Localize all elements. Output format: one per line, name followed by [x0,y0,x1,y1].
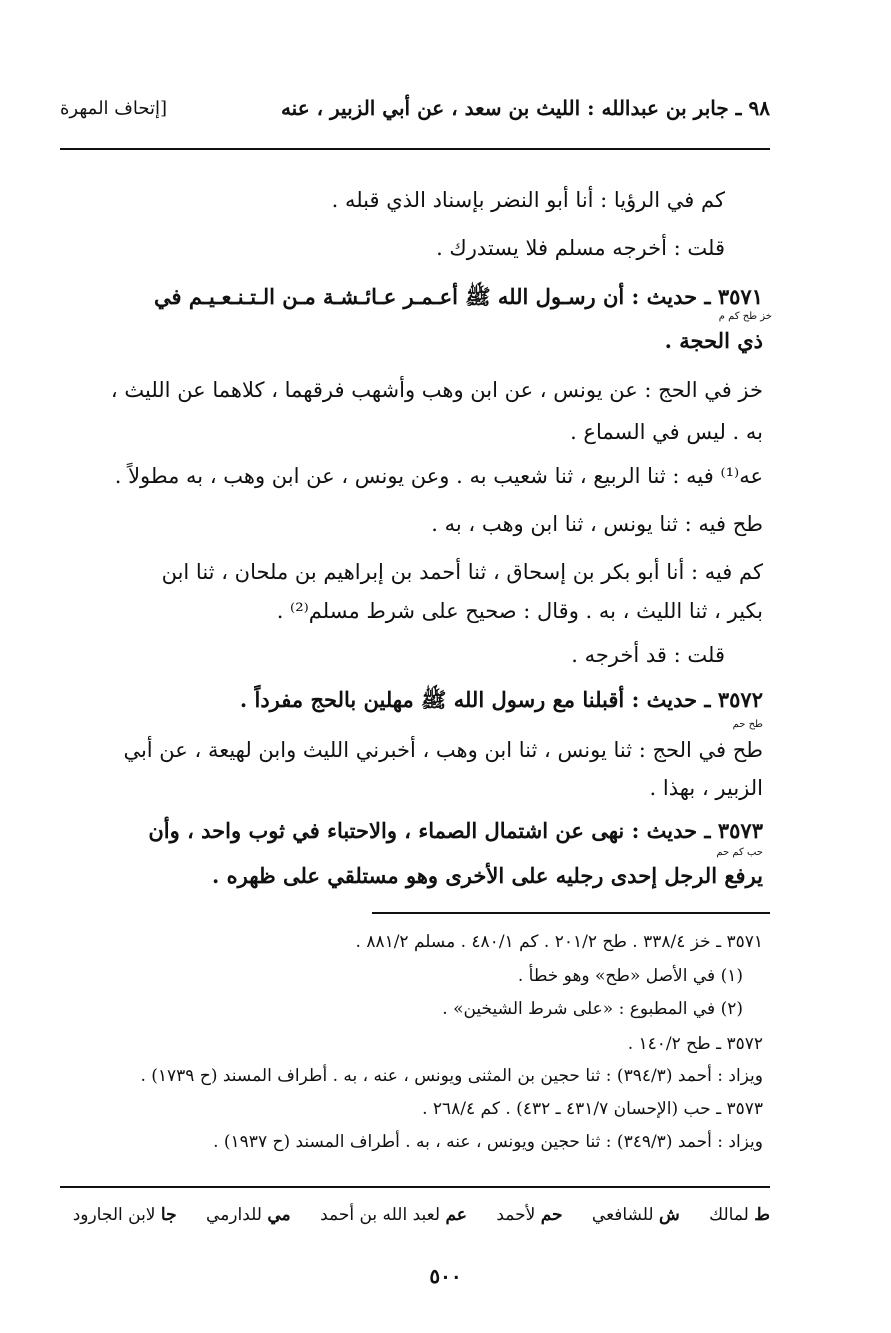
body-line: خز في الحج : عن يونس ، عن ابن وهب وأشهب فرقهما ، كلاهما عن الليث ، [110,378,763,402]
hadith-3571-sigla: خز طح كم م [718,311,772,322]
footnote-line: ٣٥٧٢ ـ طح ١٤٠/٢ . [627,1034,763,1054]
sigla-item: جا لابن الجارود [72,1205,177,1225]
sigla-item: ش للشافعي [591,1205,680,1225]
hadith-3572-sigla: طح حم [732,719,763,730]
header-title: ٩٨ ـ جابر بن عبدالله : الليث بن سعد ، عن أبي الزبير ، عنه [280,96,770,120]
body-line: عه⁽¹⁾ فيه : ثنا الربيع ، ثنا شعيب به . وعن يونس ، عن ابن وهب ، به مطولاً . [114,464,763,488]
footnote-rule [372,912,770,914]
hadith-3572-heading: ٣٥٧٢ ـ حديث : أقبلنا مع رسول الله ﷺ مهلين بالحج مفرداً . [239,687,763,712]
body-line: كم فيه : أنا أبو بكر بن إسحاق ، ثنا أحمد بن إبراهيم بن ملحان ، ثنا ابن [161,560,763,584]
hadith-3571-heading-cont: ذي الحجة . [664,328,763,353]
body-line: قلت : قد أخرجه . [571,643,725,667]
footnote-line: ويزاد : أحمد (٣٤٩/٣) : ثنا حجين ويونس ، عنه ، به . أطراف المسند (ح ١٩٣٧) . [213,1132,763,1152]
hadith-3573-heading-cont: يرفع الرجل إحدى رجليه على الأخرى وهو مستلقي على ظهره . [212,863,763,888]
body-line: بكير ، ثنا الليث ، به . وقال : صحيح على شرط مسلم⁽²⁾ . [276,599,763,623]
body-line: كم في الرؤيا : أنا أبو النضر بإسناد الذي قبله . [331,188,725,212]
body-line: به . ليس في السماع . [570,420,763,444]
sigla-item: ط لمالك [709,1205,770,1225]
header-book-title: [إتحاف المهرة [60,98,168,119]
sigla-rule [60,1186,770,1188]
running-header [60,96,770,136]
header-rule [60,148,770,150]
sigla-item: حم لأحمد [496,1205,563,1225]
footnote-line: ٣٥٧١ ـ خز ٣٣٨/٤ . طح ٢٠١/٢ . كم ٤٨٠/١ . مسلم ٨٨١/٢ . [355,932,763,952]
footnote-line: (٢) في المطبوع : «على شرط الشيخين» . [442,999,743,1019]
footnote-line: ٣٥٧٣ ـ حب (الإحسان ٤٣١/٧ ـ ٤٣٢) . كم ٢٦٨/٤ . [422,1099,763,1119]
body-line: قلت : أخرجه مسلم فلا يستدرك . [436,236,725,260]
sigla-item: مي للدارمي [206,1205,291,1225]
footnote-line: ويزاد : أحمد (٣٩٤/٣) : ثنا حجين بن المثنى ويونس ، عنه ، به . أطراف المسند (ح ١٧٣٩) . [140,1066,763,1086]
body-line: طح في الحج : ثنا يونس ، ثنا ابن وهب ، أخبرني الليث وابن لهيعة ، عن أبي [123,738,763,762]
hadith-3573-heading: ٣٥٧٣ ـ حديث : نهى عن اشتمال الصماء ، والاحتباء في ثوب واحد ، وأن [148,818,763,843]
hadith-3573-sigla: حب كم حم [716,847,763,858]
page-number: ٥٠٠ [429,1264,462,1288]
sigla-item: عم لعبد الله بن أحمد [320,1205,467,1225]
sigla-legend [49,1205,770,1225]
body-line: طح فيه : ثنا يونس ، ثنا ابن وهب ، به . [431,512,763,536]
hadith-3571-heading: ٣٥٧١ ـ حديث : أن رسـول الله ﷺ أعـمـر عـائـشـة مـن الـتـنـعـيـم في [154,284,763,309]
footnote-line: (١) في الأصل «طح» وهو خطأ . [517,966,743,986]
body-line: الزبير ، بهذا . [649,776,763,800]
